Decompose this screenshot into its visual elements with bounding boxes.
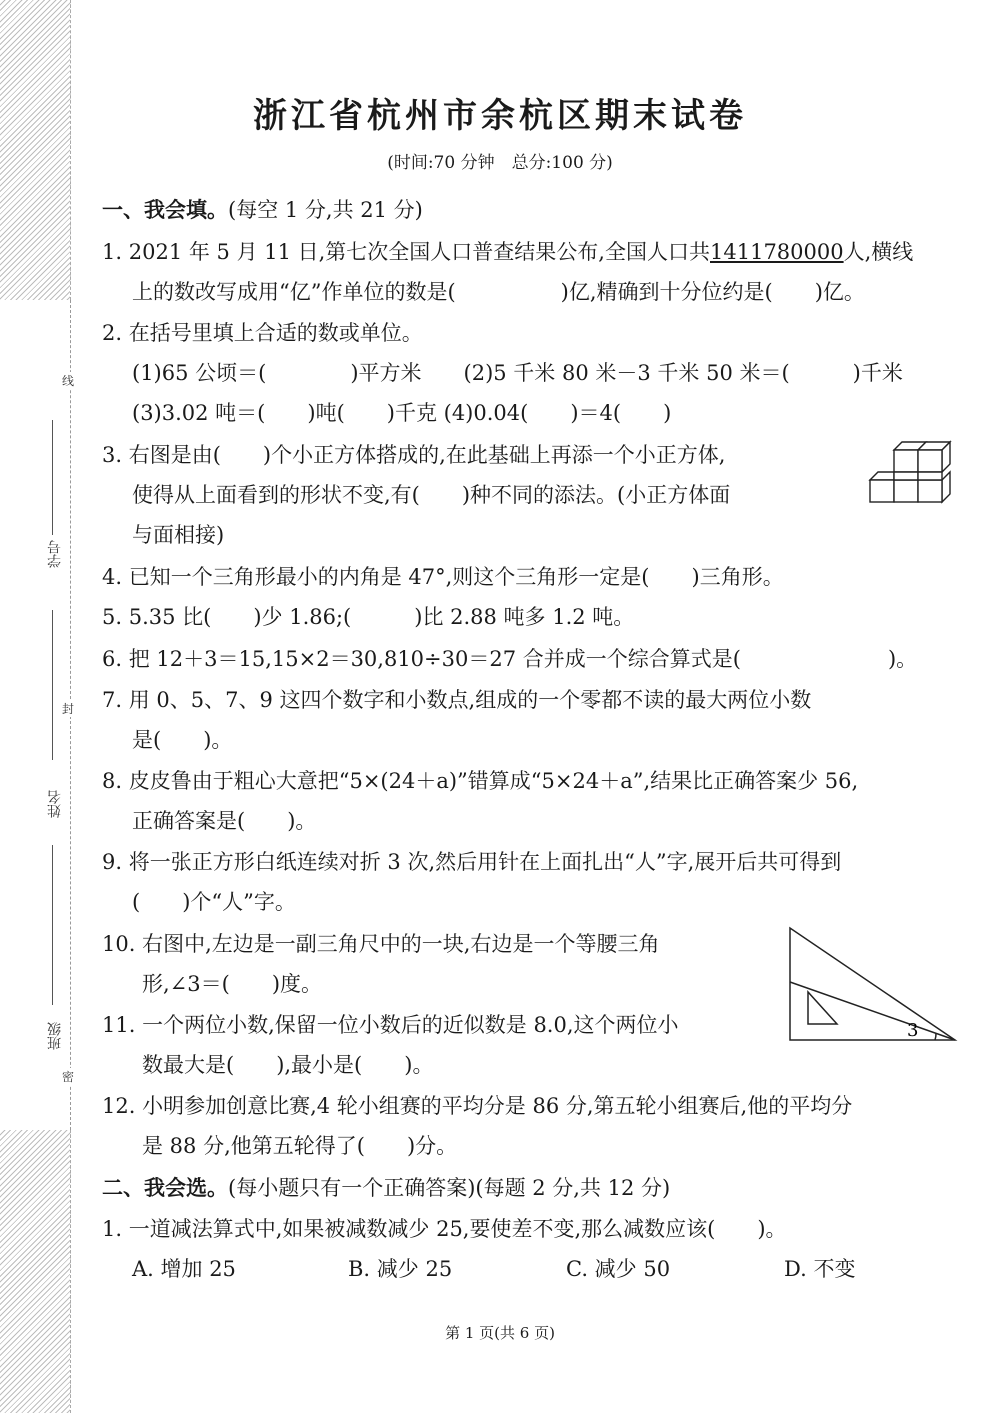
q1-num: 1.	[102, 240, 123, 264]
class-line	[52, 845, 53, 1005]
q3-line2: 使得从上面看到的形状不变,有( )种不同的添法。(小正方体面	[132, 483, 731, 507]
q11-line1	[102, 1009, 679, 1039]
exam-info: (时间:70 分钟 总分:100 分)	[387, 153, 613, 173]
q2-line1	[102, 317, 423, 347]
q9-line1	[102, 846, 841, 876]
s2-q1-option-c: C. 减少 50	[566, 1257, 671, 1281]
q6-line	[102, 643, 917, 673]
q9-line2: ( )个“人”字。	[132, 890, 296, 914]
q7-num: 7.	[102, 688, 123, 712]
seal-char-feng: 封	[62, 702, 75, 716]
section1-heading	[102, 194, 423, 224]
q6-text: 把 12＋3＝15,15×2＝30,810÷30＝27 合并成一个综合算式是( )。	[128, 647, 918, 671]
section2-heading	[102, 1172, 670, 1202]
section1-note: (每空 1 分,共 21 分)	[228, 198, 423, 222]
q12-num: 12.	[102, 1094, 136, 1118]
s2-q1-option-b: B. 减少 25	[348, 1257, 453, 1281]
q1-line2: 上的数改写成用“亿”作单位的数是( )亿,精确到十分位约是( )亿。	[132, 280, 865, 304]
q7-line1	[102, 684, 811, 714]
q8-line2: 正确答案是( )。	[132, 809, 317, 833]
angle-label: 3	[907, 1020, 919, 1041]
s2-q1-option-a: A. 增加 25	[132, 1257, 236, 1281]
q10-text: 右图中,左边是一副三角尺中的一块,右边是一个等腰三角	[142, 932, 660, 956]
q5-num: 5.	[102, 605, 123, 629]
q8-line1	[102, 765, 858, 795]
q2-line3: (3)3.02 吨＝( )吨( )千克 (4)0.04( )＝4( )	[132, 401, 672, 425]
cube-figure	[866, 432, 958, 504]
q5-text: 5.35 比( )少 1.86;( )比 2.88 吨多 1.2 吨。	[128, 605, 635, 629]
name-line-top	[52, 610, 53, 760]
q9-num: 9.	[102, 850, 123, 874]
q11-num: 11.	[102, 1013, 136, 1037]
q1-text-b: 人,横线	[843, 240, 914, 264]
triangle-figure	[785, 924, 960, 1044]
q2-num: 2.	[102, 321, 123, 345]
page-title: 浙江省杭州市余杭区期末试卷	[253, 96, 747, 136]
q3-num: 3.	[102, 443, 123, 467]
s2-q1-num: 1.	[102, 1217, 123, 1241]
page-footer: 第 1 页(共 6 页)	[445, 1324, 555, 1342]
seal-char-xian: 线	[62, 374, 75, 388]
q4-text: 已知一个三角形最小的内角是 47°,则这个三角形一定是( )三角形。	[128, 565, 784, 589]
q1-line1	[102, 236, 913, 266]
q7-line2: 是( )。	[132, 728, 233, 752]
q12-line2: 是 88 分,他第五轮得了( )分。	[142, 1134, 458, 1158]
section1-title: 一、我会填。	[102, 197, 228, 222]
student-id-line	[52, 420, 53, 535]
q1-text-a: 2021 年 5 月 11 日,第七次全国人口普查结果公布,全国人口共	[128, 240, 710, 264]
class-label: 班级	[47, 1022, 63, 1050]
q8-num: 8.	[102, 769, 123, 793]
s2-q1-option-d: D. 不变	[784, 1257, 856, 1281]
q10-num: 10.	[102, 932, 136, 956]
seal-char-mi: 密	[62, 1070, 75, 1084]
q10-line2: 形,∠3＝( )度。	[142, 972, 323, 996]
student-id-label: 学号	[47, 540, 63, 568]
binding-hatch-bottom	[0, 1130, 71, 1413]
section2-title: 二、我会选。	[102, 1175, 228, 1200]
q6-num: 6.	[102, 647, 123, 671]
s2-q1-text: 一道减法算式中,如果被减数减少 25,要使差不变,那么减数应该( )。	[128, 1217, 787, 1241]
q3-text: 右图是由( )个小正方体搭成的,在此基础上再添一个小正方体,	[128, 443, 726, 467]
q8-text: 皮皮鲁由于粗心大意把“5×(24＋a)”错算成“5×24＋a”,结果比正确答案少 56,	[128, 769, 859, 793]
q7-text: 用 0、5、7、9 这四个数字和小数点,组成的一个零都不读的最大两位小数	[128, 688, 812, 712]
q4-num: 4.	[102, 565, 123, 589]
q4-line	[102, 561, 784, 591]
q12-text: 小明参加创意比赛,4 轮小组赛的平均分是 86 分,第五轮小组赛后,他的平均分	[142, 1094, 853, 1118]
q12-line1	[102, 1090, 852, 1120]
q2-text: 在括号里填上合适的数或单位。	[128, 321, 423, 345]
q3-line1	[102, 439, 725, 469]
section2-note: (每小题只有一个正确答案)(每题 2 分,共 12 分)	[228, 1176, 671, 1200]
q9-text: 将一张正方形白纸连续对折 3 次,然后用针在上面扎出“人”字,展开后共可得到	[128, 850, 842, 874]
s2-q1-line	[102, 1213, 787, 1243]
q3-line3: 与面相接)	[132, 523, 225, 547]
q5-line	[102, 601, 634, 631]
name-label: 姓名	[47, 790, 63, 818]
q1-underlined-number: 1411780000	[710, 240, 844, 264]
q11-text: 一个两位小数,保留一位小数后的近似数是 8.0,这个两位小	[142, 1013, 679, 1037]
q11-line2: 数最大是( ),最小是( )。	[142, 1053, 434, 1077]
q10-line1	[102, 928, 659, 958]
q2-line2: (1)65 公顷＝( )平方米 (2)5 千米 80 米－3 千米 50 米＝( )千米	[132, 361, 903, 385]
